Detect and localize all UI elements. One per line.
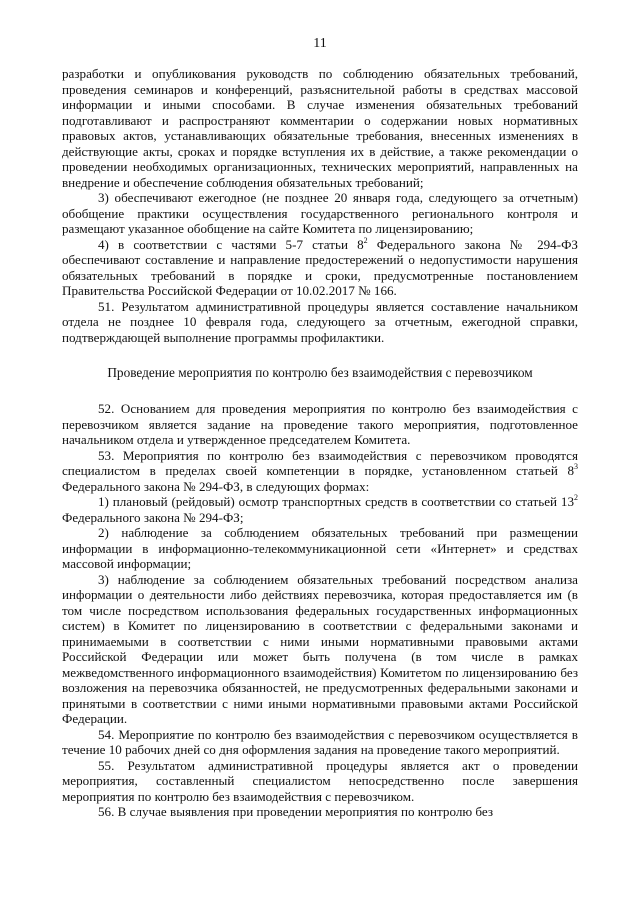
paragraph-continuation: разработки и опубликования руководств по соблюдению обязательных требований, проведения семинаров и конференций, разъяснительной работы в средствах массовой информации и иными способами. В случае изменения обязательных требований подготавливают и распространяют комментарии о содержании новых нормативных правовых актов, устанавливающих обязательные требования, внесенных изменениях в действующие акты, сроках и порядке вступления их в действие, а также рекомендации о проведении необходимых организационных, технических мероприятий, направленных на внедрение и обеспечение соблюдения обязательных требований; bbox=[62, 66, 578, 190]
paragraph-55: 55. Результатом административной процедуры является акт о проведении мероприятия, составленный специалистом непосредственно после завершения мероприятия по контролю без взаимодействия с перевозчиком. bbox=[62, 757, 578, 804]
page-number: 11 bbox=[313, 36, 327, 51]
paragraph-52: 52. Основанием для проведения мероприятия по контролю без взаимодействия с перевозчиком является задание на проведение такого мероприятия, подготовленное начальником отдела и утвержденное председателем Комитета. bbox=[62, 401, 578, 447]
section-heading: Проведение мероприятия по контролю без взаимодействия с перевозчиком bbox=[107, 365, 533, 380]
paragraph-form-1 bbox=[62, 494, 578, 525]
paragraph-53 bbox=[62, 448, 578, 495]
paragraph-item-3: 3) обеспечивают ежегодное (не позднее 20 января года, следующего за отчетным) обобщение практики осуществления государственного регионального контроля и размещают указанное обобщение на сайте Комитета по лицензированию; bbox=[62, 190, 578, 236]
paragraph-text: 1) плановый (рейдовый) осмотр транспортных средств в соответствии со статьей 13 bbox=[98, 494, 574, 509]
paragraph-text: Федерального закона № 294-ФЗ, в следующих формах: bbox=[62, 478, 370, 494]
paragraph-form-3: 3) наблюдение за соблюдением обязательных требований посредством анализа информации о деятельности либо действиях перевозчика, которая предоставляется им (в том числе посредством использования федеральных государственных информационных систем) в Комитет по лицензированию в соответствии с федеральными законами и принимаемыми в соответствии с ними иными нормативными правовыми актами Российской Федерации или может быть получена (в том числе в рамках межведомственного информационного взаимодействия) Комитетом по лицензированию без возложения на перевозчика обязанностей, не предусмотренных федеральными законами и принятыми в соответствии с ними иными нормативными правовыми актами Российской Федерации. bbox=[62, 571, 578, 726]
paragraph-51: 51. Результатом административной процедуры является составление начальником отдела не позднее 10 февраля года, следующего за отчетным, ежегодной справки, подтверждающей выполнение программы профилактики. bbox=[62, 298, 578, 345]
paragraph-text: Федерального закона № 294-ФЗ; bbox=[62, 509, 244, 525]
paragraph-56: 56. В случае выявления при проведении мероприятия по контролю без bbox=[98, 804, 494, 819]
document-body bbox=[62, 66, 578, 820]
paragraph-item-4 bbox=[62, 237, 578, 299]
paragraph-form-2: 2) наблюдение за соблюдением обязательных требований при размещении информации в информационно-телекоммуникационной сети «Интернет» и средствах массовой информации; bbox=[62, 525, 578, 571]
paragraph-54: 54. Мероприятие по контролю без взаимодействия с перевозчиком осуществляется в течение 10 рабочих дней со дня оформления задания на проведение такого мероприятий. bbox=[62, 726, 578, 757]
paragraph-text: 53. Мероприятия по контролю без взаимодействия с перевозчиком проводятся специалистом в пределах своей компетенции в порядке, установленном статьей 8 bbox=[62, 447, 578, 478]
superscript: 3 bbox=[574, 462, 578, 471]
paragraph-text: Федерального закона № 294-ФЗ обеспечивают составление и направление предостережений о недопустимости нарушения обязательных требований в порядке и сроки, предусмотренные постановлением Правительства Российской Федерации от 10.02.2017 № 166. bbox=[62, 236, 578, 298]
paragraph-text: 4) в соответствии с частями 5-7 статьи 8 bbox=[98, 236, 364, 252]
superscript: 2 bbox=[363, 235, 368, 245]
superscript: 2 bbox=[574, 493, 578, 502]
